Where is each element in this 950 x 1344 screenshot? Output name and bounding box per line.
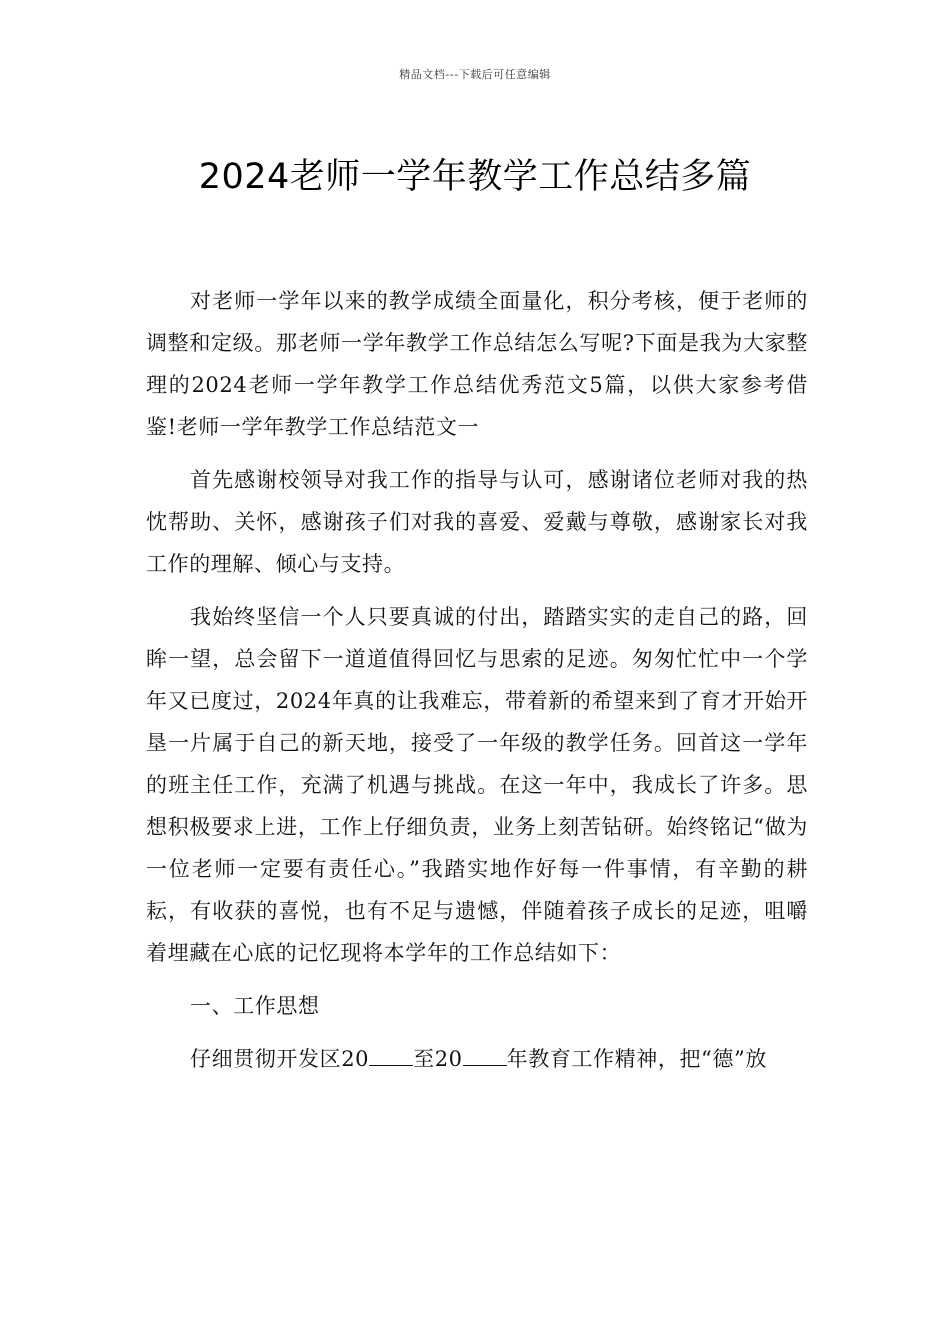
document-body	[146, 280, 808, 1091]
paragraph-text-part1: 仔细贯彻开发区20	[190, 1047, 370, 1071]
blank-underline	[369, 1047, 413, 1066]
section-heading-work-thought: 一、工作思想	[190, 994, 320, 1018]
paragraph-text-part2: 至20	[413, 1047, 463, 1071]
paragraph-text-part3: 年教育工作精神，把“德”放	[506, 1047, 767, 1071]
paragraph-reflection: 我始终坚信一个人只要真诚的付出，踏踏实实的走自己的路，回眸一望，总会留下一道道值得回忆与思索的足迹。匆匆忙忙中一个学年又已度过，2024年真的让我难忘，带着新的希望来到了育才开始开垦一片属于自己的新天地，接受了一年级的教学任务。回首这一学年的班主任工作，充满了机遇与挑战。在这一年中，我成长了许多。思想积极要求上进，工作上仔细负责，业务上刻苦钻研。始终铭记“做为一位老师一定要有责任心。”我踏实地作好每一件事情，有辛勤的耕耘，有收获的喜悦，也有不足与遗憾，伴随着孩子成长的足迹，咀嚼着埋藏在心底的记忆现将本学年的工作总结如下：	[146, 605, 808, 965]
paragraph-intro: 对老师一学年以来的教学成绩全面量化，积分考核，便于老师的调整和定级。那老师一学年教学工作总结怎么写呢?下面是我为大家整理的2024老师一学年教学工作总结优秀范文5篇，以供大家参考借鉴!老师一学年教学工作总结范文一	[146, 289, 808, 439]
header-note: 精品文档---下载后可任意编辑	[399, 68, 551, 81]
blank-underline	[463, 1047, 507, 1066]
document-title: 2024老师一学年教学工作总结多篇	[198, 157, 752, 198]
paragraph-work-thought	[146, 1038, 808, 1080]
paragraph-thanks: 首先感谢校领导对我工作的指导与认可，感谢诸位老师对我的热忱帮助、关怀，感谢孩子们对我的喜爱、爱戴与尊敬，感谢家长对我工作的理解、倾心与支持。	[146, 468, 808, 576]
